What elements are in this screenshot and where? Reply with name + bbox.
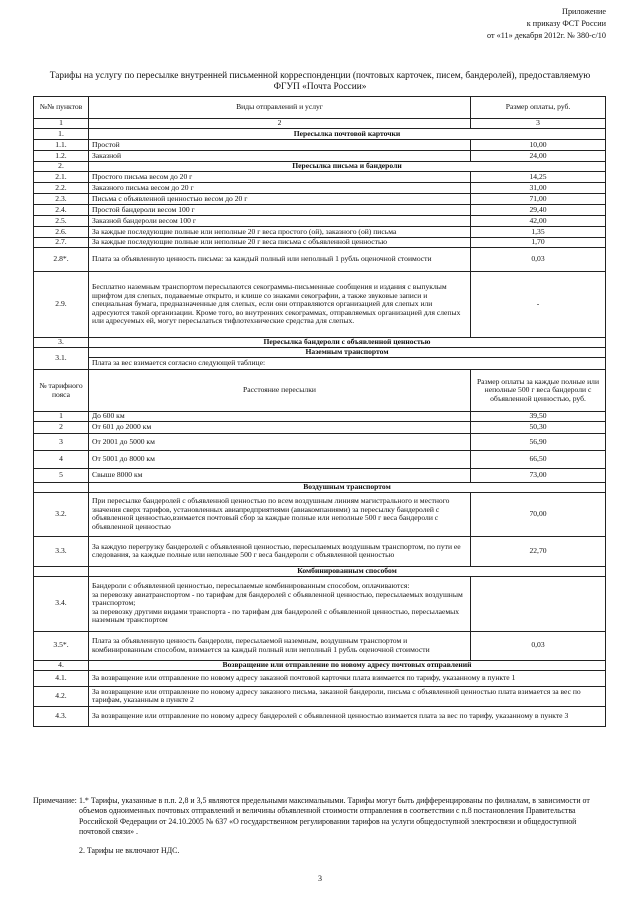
- table-header-row: [34, 97, 606, 119]
- section-1-header: 1. Пересылка почтовой карточки: [34, 129, 606, 140]
- table-row: 1.1. Простой 10,00: [34, 140, 606, 151]
- subsection-ground-header: 3.1. Наземным транспортом: [34, 348, 606, 358]
- table-row: 2.5. Заказной бандероли весом 100 г 42,00: [34, 216, 606, 227]
- table-row: 2.3. Письма с объявленной ценностью весом до 20 г 71,00: [34, 194, 606, 205]
- header-type: Виды отправлений и услуг: [89, 97, 471, 119]
- table-row: 2.8*. Плата за объявленную ценность письма: за каждый полный или неполный 1 рубль оценочной стоимости 0,03: [34, 248, 606, 272]
- section-3-header: 3. Пересылка бандероли с объявленной ценностью: [34, 338, 606, 348]
- table-row: 4.1. За возвращение или отправление по новому адресу заказной почтовой карточки плата взимается по тарифу, указанному в пункте 1: [34, 670, 606, 686]
- appendix-order: к приказу ФСТ России: [526, 19, 606, 28]
- table-row: 2.6. За каждые последующие полные или неполные 20 г веса простого (ой), заказного (ой) письма 1,35: [34, 227, 606, 238]
- appendix-date: от «11» декабря 2012г. № 380-с/10: [487, 31, 606, 40]
- table-row: 4.3. За возвращение или отправление по новому адресу бандеролей с объявленной ценностью взимается плата за вес по тарифу, указанному в пункте 3: [34, 706, 606, 726]
- page-title: Тарифы на услугу по пересылке внутренней письменной корреспонденции (почтовых карточек, писем, бандеролей), предоставляемую ФГУП «Почта России»: [49, 71, 591, 92]
- table-row: 4.2. За возвращение или отправление по новому адресу заказного письма, заказной бандероли, письма с объявленной ценностью плата взимается за вес по тарифам, указанным в пункте 2: [34, 686, 606, 706]
- zone-table-header: № тарифного пояса Расстояние пересылки Размер оплаты за каждые полные или неполные 500 г веса бандероли с объявленной ценностью, руб.: [34, 370, 606, 412]
- table-row: 3.5*. Плата за объявленную ценность бандероли, пересылаемой наземным, воздушным транспортом и комбинированным способом, взимается за каждый полный или неполный 1 рубль оценочной стоимости 0,03: [34, 631, 606, 660]
- header-num: №№ пунктов: [34, 97, 89, 119]
- subsection-air-header: Воздушным транспортом: [34, 483, 606, 493]
- section-4-header: 4. Возвращение или отправление по новому адресу почтовых отправлений: [34, 660, 606, 670]
- header-price: Размер оплаты, руб.: [471, 97, 606, 119]
- footnote-1: 1.* Тарифы, указанные в п.п. 2,8 и 3,5 являются предельными максимальными. Тарифы могут быть дифференцированы по филиалам, в зависимости от объемов одноименных почтовых отправлений и величины объявленной стоимости отправления в соответствии с п.8 постановления Правительства Российской Федерации от 24.10.2005 № 637 «О государственном регулировании тарифов на услуги общедоступной электросвязи и общедоступной почтовой связи» .: [79, 796, 590, 837]
- column-numbers-row: 1 2 3: [34, 119, 606, 129]
- appendix-label: Приложение: [562, 7, 606, 16]
- table-row: 2.2. Заказного письма весом до 20 г 31,00: [34, 183, 606, 194]
- page-number: 3: [318, 874, 322, 883]
- table-row: 1.2. Заказной 24,00: [34, 151, 606, 162]
- table-row: 3 От 2001 до 5000 км 56,90: [34, 434, 606, 451]
- subsection-combined-header: Комбинированным способом: [34, 566, 606, 576]
- table-row: 1 До 600 км 39,50: [34, 412, 606, 422]
- footnotes: [33, 796, 605, 864]
- table-row: 2.4. Простой бандероли весом 100 г 29,40: [34, 205, 606, 216]
- section-2-header: 2. Пересылка письма и бандероли: [34, 162, 606, 172]
- table-row: 2.7. За каждые последующие полные или неполные 20 г веса письма с объявленной ценностью 1,70: [34, 238, 606, 248]
- table-row: 5 Свыше 8000 км 73,00: [34, 469, 606, 483]
- table-row: 4 От 5001 до 8000 км 66,50: [34, 451, 606, 469]
- tariff-table: [33, 96, 606, 727]
- table-row: 3.2. При пересылке бандеролей с объявленной ценностью по всем воздушным линиям магистрального и местного значения сверх тарифов, установленных авиапредприятиями (авиакомпаниями) за пересылку бандеролей с объявленной ценностью,взимается почтовый сбор за каждые полные или неполные 500 г веса бандероли с объявленной ценностью 70,00: [34, 492, 606, 536]
- table-row: Плата за вес взимается согласно следующей таблице:: [34, 358, 606, 370]
- table-row: 2.9. Бесплатно наземным транспортом пересылаются секограммы-письменные сообщения и издания с выпуклым шрифтом для слепых, подаваемые открыто, и клише со знаками секографии, а также звуковые записи и специальная бумага, предназначенные для слепых, если они отправляются организацией для слепых или адресуются такой организации. Кроме того, во внутренних секограммах, отправляемых организацией для слепых или адресуемых ей, могут пересылаться тифлотехнические средства для слепых. -: [34, 272, 606, 338]
- appendix-block: [487, 6, 606, 42]
- footnotes-label: Примечание:: [33, 796, 77, 805]
- footnote-2: 2. Тарифы не включают НДС.: [79, 845, 180, 855]
- table-row: 3.4. Бандероли с объявленной ценностью, пересылаемые комбинированным способом, оплачиваются: за перевозку авиатранспортом - по тарифам для бандеролей с объявленной ценностью, пересылаемых воздушным транспортом; за перевозку другими видами транспорта - по тарифам для бандеролей с объявленной ценностью, пересылаемых наземным транспортом: [34, 576, 606, 631]
- table-row: 3.3. За каждую перегрузку бандеролей с объявленной ценностью, пересылаемых воздушным транспортом, по пути ее следования, за каждые полные или неполные 500 г веса бандероли с объявленной ценностью 22,70: [34, 536, 606, 566]
- table-row: 2.1. Простого письма весом до 20 г 14,25: [34, 172, 606, 183]
- table-row: 2 От 601 до 2000 км 50,30: [34, 422, 606, 434]
